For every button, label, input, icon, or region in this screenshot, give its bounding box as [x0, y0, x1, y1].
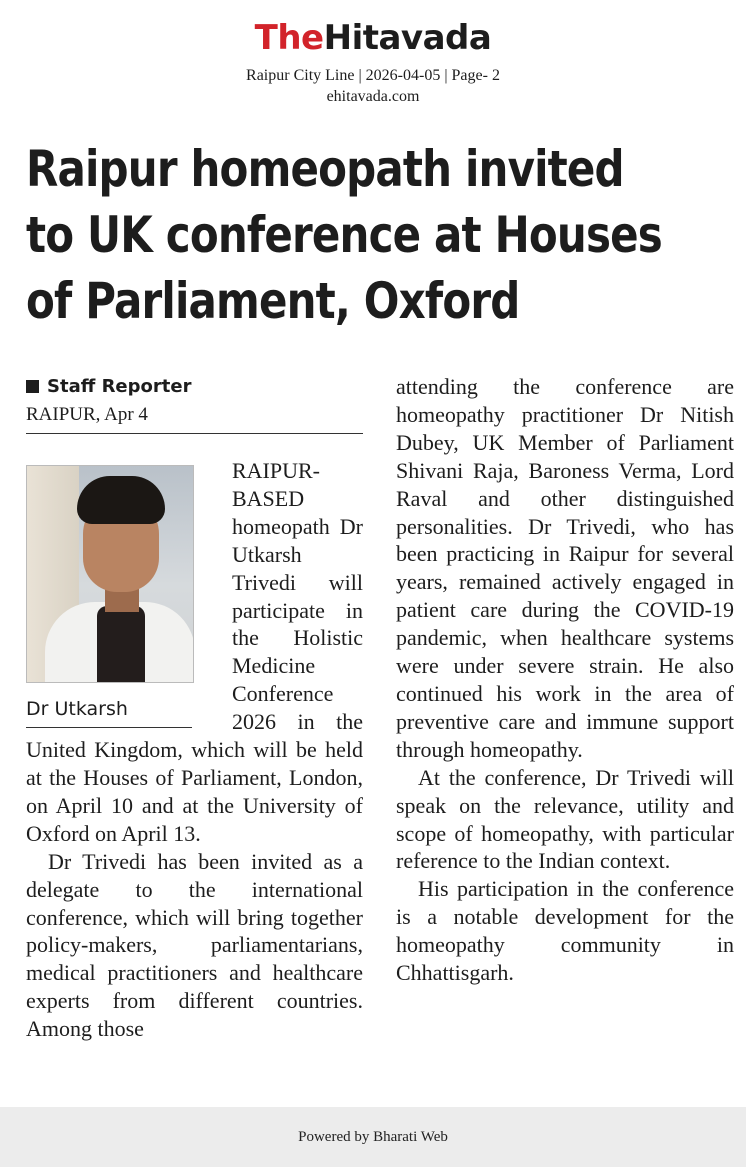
- article-column-1: [26, 457, 363, 1043]
- footer-credit[interactable]: Powered by Bharati Web: [298, 1129, 448, 1145]
- masthead: [0, 18, 746, 58]
- logo-the: The: [254, 18, 324, 58]
- newspaper-logo[interactable]: [0, 18, 746, 58]
- article-headline: [26, 136, 662, 334]
- paragraph-4: At the conference, Dr Trivedi will speak on the relevance, utility and scope of homeopathy, with particular reference to the Indian context.: [396, 764, 734, 874]
- headline-line-2: to UK conference at Houses: [26, 206, 662, 264]
- edition-line: Raipur City Line | 2026-04-05 | Page- 2: [246, 67, 500, 84]
- photo-caption: Dr Utkarsh: [26, 698, 128, 720]
- paragraph-1: RAIPUR-BASED homeopath Dr Utkarsh Trivedi will participate in the Holistic Medicine Conference 2026 in the United Kingdom, which will be held at the Houses of Parliament, London, on April 10 and at the University of Oxford on April 13.: [26, 458, 363, 846]
- byline: [26, 376, 191, 398]
- caption-divider: [26, 727, 192, 728]
- site-link[interactable]: ehitavada.com: [326, 88, 420, 105]
- article-column-2: [396, 373, 734, 987]
- byline-divider: [26, 433, 363, 434]
- logo-name: Hitavada: [323, 18, 492, 58]
- dateline: RAIPUR, Apr 4: [26, 404, 148, 425]
- photo-block: [26, 465, 214, 728]
- headline-line-3: of Parliament, Oxford: [26, 272, 520, 330]
- author-photo: [26, 465, 194, 683]
- paragraph-2: Dr Trivedi has been invited as a delegate to the international conference, which will bring together policy-makers, parliamentarians, medical practitioners and healthcare experts from different countries. Among those: [26, 848, 363, 1042]
- paragraph-5: His participation in the conference is a notable development for the homeopathy community in Chhattisgarh.: [396, 876, 734, 986]
- headline-line-1: Raipur homeopath invited: [26, 140, 624, 198]
- footer-bar: [0, 1107, 746, 1167]
- byline-author: Staff Reporter: [47, 376, 192, 397]
- byline-square-icon: [26, 380, 39, 393]
- paragraph-3: attending the conference are homeopathy practitioner Dr Nitish Dubey, UK Member of Parliament Shivani Raja, Baroness Verma, Lord Raval and other distinguished personalities. Dr Trivedi, who has been practicing in Raipur for several years, remained actively engaged in patient care during the COVID-19 pandemic, when healthcare systems were under severe strain. He also continued his work in the area of preventive care and immune support through homeopathy.: [396, 374, 734, 762]
